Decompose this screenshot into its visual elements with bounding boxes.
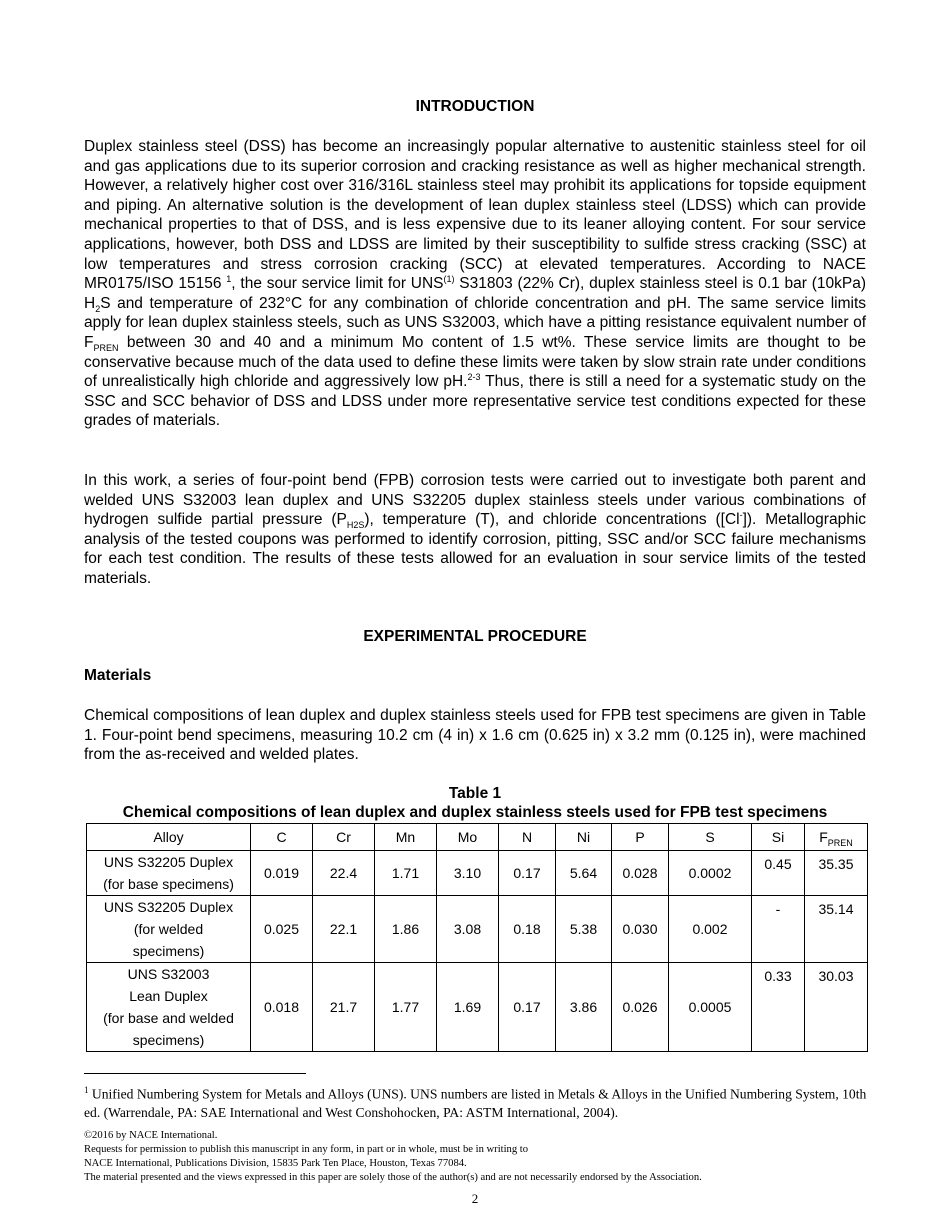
cell-p: 0.028	[612, 851, 669, 896]
cell-c: 0.025	[251, 896, 313, 963]
cell-p: 0.026	[612, 963, 669, 1052]
cell-si: 0.33	[752, 963, 805, 1052]
copyright-notice	[84, 1129, 884, 1185]
col-header-fpren: $F_{PREN}$	[805, 824, 868, 851]
cell-s: 0.0002	[669, 851, 752, 896]
introduction-paragraph-2: In this work, a series of four-point bend (FPB) corrosion tests were carried out to investigate both parent and welded UNS S32003 lean duplex and UNS S32205 duplex stainless steels under various combinations of hydrogen sulfide partial pressure $(P_{H2S})$, temperature (T), and chloride concentrations ([Cl-]). Metallographic analysis of the tested coupons was performed to identify corrosion, pitting, SSC and/or SCC failure mechanisms for each test condition. The results of these tests allowed for an evaluation in sour service limits of the tested materials.	[84, 472, 867, 587]
cell-fpren: 35.35	[805, 851, 868, 896]
col-header-ni: Ni	[556, 824, 612, 851]
introduction-paragraph-1: Duplex stainless steel (DSS) has become an increasingly popular alternative to austenitic stainless steel for oil and gas applications due to its superior corrosion and cracking resistance as well as higher mechanical strength. However, a relatively higher cost over 316/316L stainless steel may prohibit its applications for topside equipment and piping. An alternative solution is the development of lean duplex stainless steel (LDSS) which can provide mechanical properties to that of DSS, and is less expensive due to its leaner alloying content. For sour service applications, however, both DSS and LDSS are limited by their susceptibility to sulfide stress cracking (SSC) at low temperatures and stress corrosion cracking (SCC) at elevated temperatures. According to NACE MR0175/ISO 15156 $^1$, the sour service limit for UNS$^{(1)}$ S31803 (22% Cr), duplex stainless steel is 0.1 bar (10kPa) $H_2S$ and temperature of 232°C for any combination of chloride concentration and pH. The same service limits apply for lean duplex stainless steels, such as UNS S32003, which have a pitting resistance equivalent number of $F_{PREN}$ between 30 and 40 and a minimum Mo content of 1.5 wt%. These service limits are thought to be conservative because much of the data used to define these limits were taken by slow strain rate under conditions of unrealistically high chloride and aggressively low pH.$^{2-3}$ Thus, there is still a need for a systematic study on the SSC and SCC behavior of DSS and LDSS under more representative service test conditions expected for these grades of materials.	[84, 138, 866, 430]
col-header-n: N	[499, 824, 556, 851]
cell-mo: 3.08	[437, 896, 499, 963]
col-header-s: S	[669, 824, 752, 851]
cell-cr: 22.1	[313, 896, 375, 963]
cell-s: 0.0005	[669, 963, 752, 1052]
cell-c: 0.018	[251, 963, 313, 1052]
table-row	[87, 963, 868, 1052]
cell-mo: 3.10	[437, 851, 499, 896]
table-caption: Chemical compositions of lean duplex and duplex stainless steels used for FPB test specimens	[122, 804, 828, 821]
copyright-line: NACE International, Publications Division, 15835 Park Ten Place, Houston, Texas 77084.	[84, 1158, 467, 1169]
cell-p: 0.030	[612, 896, 669, 963]
cell-n: 0.17	[499, 851, 556, 896]
cell-si: -	[752, 896, 805, 963]
table-label: Table 1	[448, 785, 502, 802]
col-header-mo: Mo	[437, 824, 499, 851]
page-number: 2	[471, 1191, 479, 1206]
col-header-c: C	[251, 824, 313, 851]
cell-mn: 1.77	[375, 963, 437, 1052]
col-header-alloy: Alloy	[87, 824, 251, 851]
cell-n: 0.17	[499, 963, 556, 1052]
experimental-procedure-heading: EXPERIMENTAL PROCEDURE	[363, 628, 587, 645]
cell-mn: 1.86	[375, 896, 437, 963]
copyright-line: Requests for permission to publish this manuscript in any form, in part or in whole, must be in writing to	[84, 1144, 529, 1155]
copyright-line: ©2016 by NACE International.	[84, 1130, 218, 1141]
cell-alloy: UNS S32003 Lean Duplex (for base and welded specimens)	[87, 963, 251, 1052]
cell-fpren: 30.03	[805, 963, 868, 1052]
cell-n: 0.18	[499, 896, 556, 963]
table-header-row	[87, 824, 868, 851]
cell-ni: 5.38	[556, 896, 612, 963]
cell-alloy: UNS S32205 Duplex (for welded specimens)	[87, 896, 251, 963]
cell-s: 0.002	[669, 896, 752, 963]
cell-mo: 1.69	[437, 963, 499, 1052]
cell-c: 0.019	[251, 851, 313, 896]
cell-cr: 22.4	[313, 851, 375, 896]
col-header-p: P	[612, 824, 669, 851]
materials-paragraph: Chemical compositions of lean duplex and duplex stainless steels used for FPB test specimens are given in Table 1. Four-point bend specimens, measuring 10.2 cm (4 in) x 1.6 cm (0.625 in) x 3.2 mm (0.125 in), were machined from the as-received and welded plates.	[84, 707, 866, 764]
table-row	[87, 896, 868, 963]
footnote: $^1$ Unified Numbering System for Metals and Alloys (UNS). UNS numbers are listed in Metals & Alloys in the Unified Numbering System, 10th ed. (Warrendale, PA: SAE International and West Conshohocken, PA: ASTM International, 2004).	[84, 1085, 867, 1120]
col-header-si: Si	[752, 824, 805, 851]
footnote-rule	[84, 1073, 306, 1074]
col-header-mn: Mn	[375, 824, 437, 851]
cell-cr: 21.7	[313, 963, 375, 1052]
col-header-cr: Cr	[313, 824, 375, 851]
introduction-heading: INTRODUCTION	[415, 98, 535, 115]
cell-mn: 1.71	[375, 851, 437, 896]
table-row	[87, 851, 868, 896]
cell-fpren: 35.14	[805, 896, 868, 963]
copyright-line: The material presented and the views expressed in this paper are solely those of the author(s) and are not necessarily endorsed by the Association.	[84, 1172, 702, 1183]
cell-ni: 5.64	[556, 851, 612, 896]
cell-alloy: UNS S32205 Duplex (for base specimens)	[87, 851, 251, 896]
materials-heading: Materials	[84, 667, 152, 684]
cell-si: 0.45	[752, 851, 805, 896]
cell-ni: 3.86	[556, 963, 612, 1052]
composition-table	[86, 823, 868, 1052]
